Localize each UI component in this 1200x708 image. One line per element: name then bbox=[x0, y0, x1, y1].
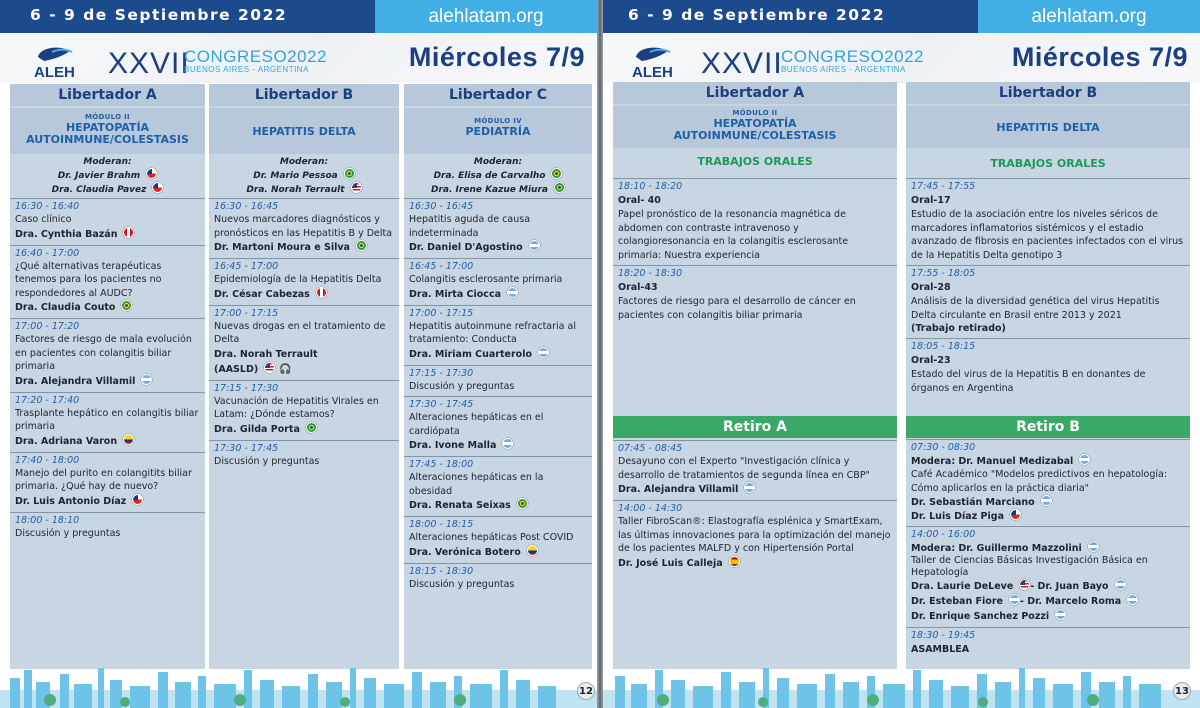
congress-roman: XXVII bbox=[701, 47, 783, 80]
argentina-flag-icon bbox=[1127, 594, 1138, 605]
top-bar bbox=[0, 0, 597, 33]
slot-time: 07:45 - 08:45 bbox=[618, 443, 683, 454]
slot-speaker: Dr. César Cabezas bbox=[214, 287, 394, 302]
slot-time: 18:00 - 18:10 bbox=[15, 514, 80, 526]
session-slot bbox=[613, 440, 897, 500]
slot-title: Vacunación de Hepatitis Virales en Latam: ¿Dónde estamos? bbox=[214, 395, 379, 420]
argentina-flag-icon bbox=[502, 438, 513, 449]
session-slot bbox=[404, 516, 592, 563]
slot-time: 14:00 - 14:30 bbox=[618, 503, 683, 514]
slot-time: 18:00 - 18:15 bbox=[409, 519, 474, 530]
slot-title: Café Académico "Modelos predictivos en hepatología: Cómo aplicarlos en la práctica diaria" bbox=[911, 469, 1168, 494]
slot-time: 16:30 - 16:45 bbox=[214, 201, 279, 212]
slot-time: 16:30 - 16:40 bbox=[15, 201, 80, 212]
session-slot bbox=[906, 439, 1190, 526]
slot-title: Epidemiología de la Hepatitis Delta bbox=[214, 274, 382, 285]
slot-time: 18:20 - 18:30 bbox=[618, 268, 683, 279]
slot-time: 17:20 - 17:40 bbox=[15, 394, 80, 406]
slot-time: 17:30 - 17:45 bbox=[409, 399, 474, 410]
session-slot bbox=[10, 198, 205, 245]
session-list bbox=[404, 198, 592, 594]
session-list bbox=[906, 178, 1190, 398]
slot-time: 17:55 - 18:05 bbox=[911, 268, 976, 279]
session-slot bbox=[404, 365, 592, 397]
slot-speaker: Dra. Alejandra Villamil bbox=[15, 374, 200, 389]
column-libertador-b bbox=[209, 84, 399, 669]
room-name: Libertador A bbox=[10, 84, 205, 106]
chile-flag-icon bbox=[1010, 509, 1021, 520]
session-slot bbox=[10, 392, 205, 452]
slot-speaker: Dra. Adriana Varon bbox=[15, 434, 200, 449]
slot-time: 17:40 - 18:00 bbox=[15, 454, 80, 466]
liver-icon bbox=[30, 43, 78, 81]
day-title: Miércoles 7/9 bbox=[408, 42, 585, 72]
module-box bbox=[906, 106, 1190, 148]
city-skyline-footer bbox=[603, 664, 1200, 708]
slot-time: 16:45 - 17:00 bbox=[214, 261, 279, 272]
brazil-flag-icon bbox=[356, 240, 367, 251]
module-box bbox=[10, 108, 205, 154]
slot-title: Estado del virus de la Hepatitis B en donantes de órganos en Argentina bbox=[911, 369, 1146, 394]
slot-speaker: Dra. Ivone Malla bbox=[409, 438, 587, 453]
withdrawn-note: (Trabajo retirado) bbox=[911, 323, 1006, 334]
session-list bbox=[613, 178, 897, 325]
slot-time: 17:45 - 17:55 bbox=[911, 181, 976, 192]
slot-time: 16:45 - 17:00 bbox=[409, 261, 474, 272]
column-libertador-b-right bbox=[906, 82, 1190, 669]
chile-flag-icon bbox=[146, 168, 157, 179]
colombia-flag-icon bbox=[123, 434, 134, 445]
slot-speaker: Dr. Sebastián Marciano bbox=[911, 495, 1185, 509]
slot-time: 16:40 - 17:00 bbox=[15, 247, 80, 259]
slot-title: Hepatitis autoinmune refractaria al tratamiento: Conducta bbox=[409, 320, 576, 345]
top-bar bbox=[603, 0, 1200, 33]
session-list bbox=[209, 198, 399, 471]
slot-title: Análisis de la diversidad genética del virus Hepatitis Delta circulante en Brasil entre 2013 y 2021 bbox=[911, 296, 1160, 321]
slot-title: Nuevas drogas en el tratamiento de Delta bbox=[214, 320, 386, 345]
slot-title: Discusión y preguntas bbox=[409, 380, 515, 392]
module-title-line: PEDIATRÍA bbox=[465, 125, 531, 138]
slot-time: 18:05 - 18:15 bbox=[911, 341, 976, 352]
session-slot bbox=[906, 265, 1190, 338]
oral-code: Oral-23 bbox=[911, 355, 951, 366]
retiro-session-list bbox=[906, 439, 1190, 660]
slot-speaker: Dra. Mirta Ciocca bbox=[409, 287, 587, 302]
module-number: MÓDULO IV bbox=[474, 117, 522, 125]
website-link[interactable]: alehlatam.org bbox=[375, 0, 597, 33]
skyline-illustration bbox=[603, 664, 1200, 708]
colombia-flag-icon bbox=[527, 545, 538, 556]
slot-time: 18:10 - 18:20 bbox=[618, 181, 683, 192]
brazil-flag-icon bbox=[551, 168, 562, 179]
moderators-block bbox=[10, 157, 205, 196]
slot-time: 17:00 - 17:20 bbox=[15, 321, 80, 332]
session-slot bbox=[10, 452, 205, 512]
argentina-flag-icon bbox=[538, 347, 549, 358]
slot-time: 17:30 - 17:45 bbox=[214, 442, 279, 454]
slot-speaker: Dra. Norah Terrault bbox=[214, 348, 318, 360]
moderators-block bbox=[404, 157, 592, 196]
moderator: Dra. Claudia Pavez bbox=[10, 182, 205, 196]
oral-code: Oral-17 bbox=[911, 195, 951, 206]
moderator: Dr. Mario Pessoa bbox=[209, 168, 399, 182]
slot-time: 17:45 - 18:00 bbox=[409, 459, 474, 470]
logo-text: ALEH bbox=[34, 64, 75, 81]
brazil-flag-icon bbox=[517, 498, 528, 509]
session-slot bbox=[404, 258, 592, 305]
moderator: Dr. Javier Brahm bbox=[10, 168, 205, 182]
section-subtitle: TRABAJOS ORALES bbox=[697, 155, 813, 168]
module-number: MÓDULO II bbox=[732, 109, 778, 117]
module-box bbox=[209, 108, 399, 154]
congress-title: CONGRESO2022 bbox=[184, 47, 327, 66]
session-slot bbox=[209, 198, 399, 258]
chile-flag-icon bbox=[132, 494, 143, 505]
moderan-label: Moderan: bbox=[473, 157, 523, 167]
congress-title: CONGRESO2022 bbox=[781, 47, 924, 66]
slot-speaker: Dra. Renata Seixas bbox=[409, 498, 587, 513]
slot-title: Alteraciones hepáticas en el cardiópata bbox=[409, 412, 544, 437]
slot-time: 17:15 - 17:30 bbox=[214, 382, 279, 394]
session-slot bbox=[209, 380, 399, 440]
module-number: MÓDULO II bbox=[85, 113, 130, 121]
retiro-header: Retiro A bbox=[613, 416, 897, 438]
room-name: Libertador C bbox=[404, 84, 592, 106]
argentina-flag-icon bbox=[1115, 579, 1126, 590]
session-slot bbox=[209, 305, 399, 380]
slot-title: Taller de Ciencias Básicas Investigación Básica en Hepatología bbox=[911, 555, 1148, 578]
website-link[interactable]: alehlatam.org bbox=[978, 0, 1200, 33]
slot-speaker-affiliation: (AASLD) 🎧 bbox=[214, 363, 292, 375]
peru-flag-icon bbox=[316, 287, 327, 298]
congress-roman: XXVII bbox=[108, 47, 190, 80]
session-moderator: Modera: Dr. Manuel Medizabal bbox=[911, 454, 1185, 468]
slot-speaker: Dr. Luis Díaz Piga bbox=[911, 509, 1185, 523]
slot-time: 16:30 - 16:45 bbox=[409, 201, 474, 212]
page-number: 12 bbox=[577, 682, 595, 700]
session-slot bbox=[404, 198, 592, 258]
room-name: Libertador B bbox=[209, 84, 399, 106]
slot-title: Discusión y preguntas bbox=[409, 578, 515, 590]
slot-title: Hepatitis aguda de causa indeterminada bbox=[409, 214, 531, 239]
brazil-flag-icon bbox=[554, 182, 565, 193]
aleh-logo bbox=[30, 43, 78, 81]
session-slot bbox=[613, 178, 897, 265]
session-list bbox=[10, 198, 205, 543]
column-libertador-a bbox=[10, 84, 205, 669]
page-number: 13 bbox=[1173, 682, 1191, 700]
module-title-line: AUTOINMUNE/COLESTASIS bbox=[26, 133, 189, 146]
slot-title: Papel pronóstico de la resonancia magnética de abdomen con contraste intravenoso y colangioresonancia en la colangitis esclerosante primaria: Nuestra experiencia bbox=[618, 209, 849, 261]
slot-speaker: Dr. Martoni Moura e Silva bbox=[214, 240, 394, 255]
session-slot bbox=[10, 245, 205, 319]
session-slot bbox=[404, 456, 592, 516]
liver-icon bbox=[628, 43, 676, 81]
slot-speaker: Dr. Daniel D'Agostino bbox=[409, 240, 587, 255]
session-slot bbox=[906, 338, 1190, 398]
slot-title: Manejo del purito en colangitits biliar primaria. ¿Qué hay de nuevo? bbox=[15, 467, 192, 492]
usa-flag-icon bbox=[264, 362, 275, 373]
oral-code: Oral- 40 bbox=[618, 195, 661, 206]
argentina-flag-icon bbox=[1079, 454, 1090, 465]
slot-speaker: Dra. Alejandra Villamil bbox=[618, 482, 892, 497]
event-dates: 6 - 9 de Septiembre 2022 bbox=[30, 6, 288, 24]
speaker-pair: Dr. Enrique Sanchez Pozzi bbox=[911, 609, 1185, 624]
slot-title: Desayuno con el Experto "Investigación clínica y desarrollo de tratamientos de segunda línea en CBP" bbox=[618, 456, 870, 481]
congress-city: BUENOS AIRES - ARGENTINA bbox=[781, 65, 906, 74]
session-slot bbox=[906, 627, 1190, 660]
brazil-flag-icon bbox=[344, 168, 355, 179]
session-slot bbox=[404, 305, 592, 365]
day-title: Miércoles 7/9 bbox=[1011, 42, 1188, 72]
brazil-flag-icon bbox=[306, 422, 317, 433]
aleh-logo bbox=[628, 43, 676, 81]
session-slot bbox=[613, 500, 897, 574]
session-slot bbox=[10, 318, 205, 392]
module-title-line: HEPATOPATÍA bbox=[713, 117, 797, 130]
skyline-illustration bbox=[0, 664, 597, 708]
chile-flag-icon bbox=[152, 182, 163, 193]
session-slot bbox=[209, 258, 399, 305]
argentina-flag-icon bbox=[141, 374, 152, 385]
room-name: Libertador A bbox=[613, 82, 897, 104]
brazil-flag-icon bbox=[121, 300, 132, 311]
moderan-label: Moderan: bbox=[83, 157, 132, 167]
page-right bbox=[603, 0, 1200, 708]
slot-speaker: Dra. Miriam Cuarterolo bbox=[409, 347, 587, 362]
moderator: Dra. Elisa de Carvalho bbox=[404, 168, 592, 182]
session-slot bbox=[404, 563, 592, 595]
session-slot bbox=[906, 178, 1190, 265]
slot-time: 07:30 - 08:30 bbox=[911, 442, 976, 453]
slot-time: 14:00 - 16:00 bbox=[911, 529, 976, 540]
slot-time: 18:15 - 18:30 bbox=[409, 565, 474, 577]
session-moderator: Modera: Dr. Guillermo Mazzolini bbox=[911, 541, 1185, 555]
oral-code: Oral-28 bbox=[911, 282, 951, 293]
slot-title: ¿Qué alternativas terapéuticas tenemos para los pacientes no respondedores al AUDC? bbox=[15, 260, 162, 299]
moderators-block bbox=[209, 157, 399, 196]
moderator: Dra. Norah Terrault bbox=[209, 182, 399, 196]
slot-title: Discusión y preguntas bbox=[214, 455, 320, 467]
usa-flag-icon bbox=[1019, 579, 1030, 590]
congress-city: BUENOS AIRES - ARGENTINA bbox=[184, 65, 309, 74]
oral-code: Oral-43 bbox=[618, 282, 658, 293]
module-title-line: HEPATITIS DELTA bbox=[996, 120, 1100, 134]
session-slot bbox=[613, 265, 897, 325]
logo-text: ALEH bbox=[632, 64, 673, 81]
slot-time: 17:00 - 17:15 bbox=[409, 307, 474, 319]
slot-title: ASAMBLEA bbox=[911, 644, 970, 655]
retiro-session-list bbox=[613, 440, 897, 574]
slot-time: 18:30 - 19:45 bbox=[911, 630, 976, 641]
argentina-flag-icon bbox=[1055, 609, 1066, 620]
module-title-line: AUTOINMUNE/COLESTASIS bbox=[673, 129, 837, 142]
slot-speaker: Dra. Gilda Porta bbox=[214, 422, 394, 437]
column-libertador-a-right bbox=[613, 82, 897, 669]
module-title-line: HEPATOPATÍA bbox=[65, 121, 150, 134]
argentina-flag-icon bbox=[1009, 594, 1020, 605]
retiro-header: Retiro B bbox=[906, 416, 1190, 438]
city-skyline-footer bbox=[0, 664, 597, 708]
argentina-flag-icon bbox=[744, 482, 755, 493]
module-box bbox=[613, 106, 897, 148]
slot-title: Colangitis esclerosante primaria bbox=[409, 274, 563, 285]
session-slot bbox=[10, 512, 205, 544]
slot-title: Taller FibroScan®: Elastografía esplénica y SmartExam, las últimas innovaciones para la optimización del manejo de los pacientes MALFD y con Hipertensión Portal bbox=[618, 516, 891, 554]
slot-title: Alteraciones hepáticas en la obesidad bbox=[409, 472, 544, 497]
slot-speaker: Dr. José Luis Calleja bbox=[618, 556, 892, 571]
argentina-flag-icon bbox=[1041, 495, 1052, 506]
room-name: Libertador B bbox=[906, 82, 1190, 104]
spain-flag-icon bbox=[729, 556, 740, 567]
slot-time: 17:00 - 17:15 bbox=[214, 307, 279, 319]
slot-speaker: Dr. Luis Antonio Díaz bbox=[15, 494, 200, 509]
slot-title: Alteraciones hepáticas Post COVID bbox=[409, 532, 574, 543]
slot-speaker: Dra. Claudia Couto bbox=[15, 300, 200, 315]
argentina-flag-icon bbox=[507, 287, 518, 298]
slot-title: Estudio de la asociación entre los niveles séricos de marcadores inflamatorios sistémicos y el estadio avanzado de fibrosis en pacientes infectados con el virus de la Hepatitis Delta genotipo 3 bbox=[911, 209, 1184, 261]
peru-flag-icon bbox=[123, 227, 134, 238]
column-libertador-c bbox=[404, 84, 592, 669]
usa-flag-icon bbox=[351, 182, 362, 193]
slot-title: Factores de riesgo de mala evolución en pacientes con colangitis biliar primaria bbox=[15, 334, 192, 372]
slot-speaker: Dra. Verónica Botero bbox=[409, 545, 587, 560]
argentina-flag-icon bbox=[1088, 541, 1099, 552]
slot-speaker: Dra. Cynthia Bazán bbox=[15, 227, 200, 242]
speaker-pair: Dr. Esteban Fiore - Dr. Marcelo Roma bbox=[911, 594, 1185, 609]
session-slot bbox=[209, 440, 399, 472]
event-dates: 6 - 9 de Septiembre 2022 bbox=[628, 6, 886, 24]
session-slot bbox=[404, 396, 592, 456]
moderator: Dra. Irene Kazue Miura bbox=[404, 182, 592, 196]
slot-time: 17:15 - 17:30 bbox=[409, 367, 474, 379]
session-slot bbox=[906, 526, 1190, 627]
argentina-flag-icon bbox=[529, 240, 540, 251]
module-title-line: HEPATITIS DELTA bbox=[252, 124, 356, 138]
page-left bbox=[0, 0, 597, 708]
module-box bbox=[404, 108, 592, 154]
headset-icon: 🎧 bbox=[279, 363, 292, 375]
slot-title: Discusión y preguntas bbox=[15, 527, 121, 539]
slot-title: Caso clínico bbox=[15, 214, 72, 225]
moderan-label: Moderan: bbox=[279, 157, 329, 167]
section-subtitle: TRABAJOS ORALES bbox=[990, 157, 1106, 170]
speaker-pair: Dra. Laurie DeLeve - Dr. Juan Bayo bbox=[911, 579, 1185, 594]
slot-title: Factores de riesgo para el desarrollo de cáncer en pacientes con colangitis biliar primaria bbox=[618, 296, 856, 321]
slot-title: Nuevos marcadores diagnósticos y pronósticos en las Hepatitis B y Delta bbox=[214, 214, 393, 239]
slot-title: Trasplante hepático en colangitis biliar primaria bbox=[15, 407, 199, 432]
